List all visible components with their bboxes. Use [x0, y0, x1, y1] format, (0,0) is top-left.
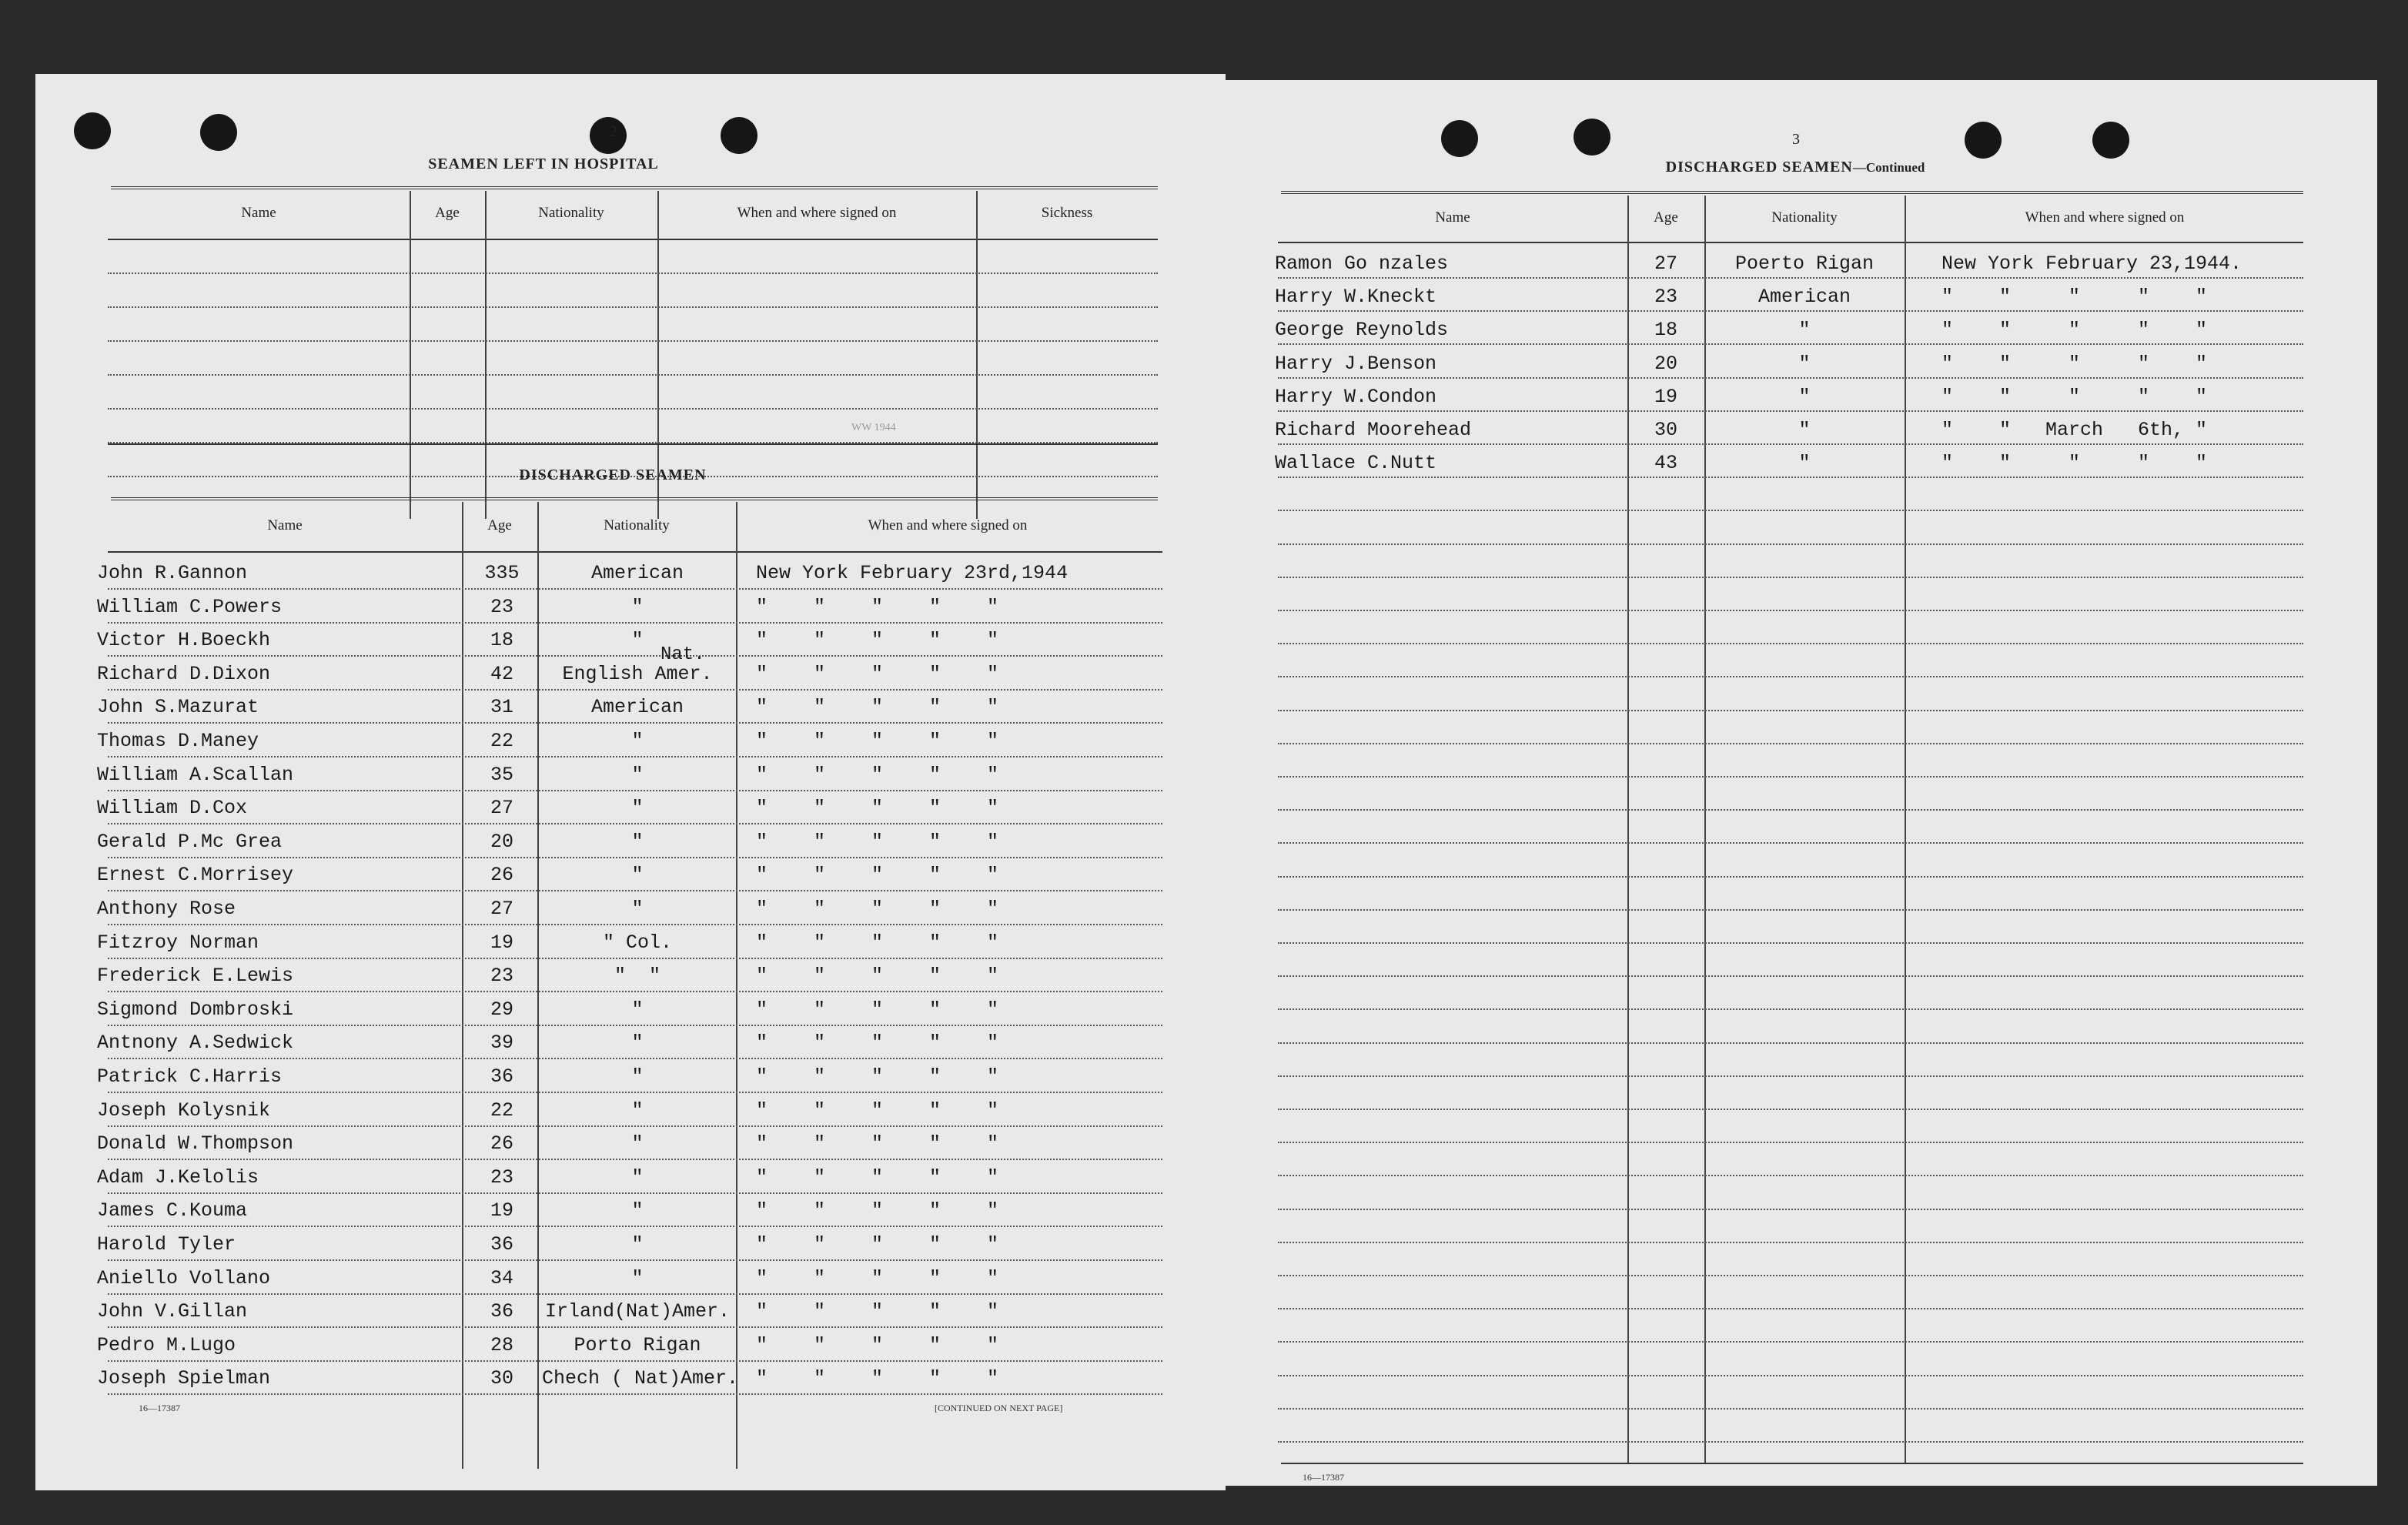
seaman-nationality: " — [631, 831, 644, 853]
signed-on: " " " " " — [1941, 353, 2208, 375]
signed-on: " " " " " — [756, 1199, 999, 1222]
seaman-nationality: " " — [614, 965, 661, 987]
row-line — [1278, 610, 2303, 611]
form-number: 16—17387 — [139, 1403, 180, 1413]
row-line — [108, 1393, 1162, 1395]
table-rule — [108, 239, 1158, 240]
row-line — [1278, 310, 2303, 312]
signed-on: " " March 6th, " — [1941, 419, 2208, 441]
row-line — [1278, 510, 2303, 511]
seaman-name: George Reynolds — [1275, 319, 1449, 341]
punch-hole — [1965, 122, 2002, 159]
signed-on: " " " " " — [756, 1099, 999, 1122]
signed-on: " " " " " — [756, 898, 999, 920]
column-header: Nationality — [538, 205, 604, 221]
column-divider — [1704, 196, 1706, 1463]
seaman-nationality: " — [631, 898, 644, 920]
seaman-nationality: Chech ( Nat)Amer. — [542, 1367, 739, 1390]
punch-hole — [1574, 119, 1610, 156]
row-line — [1278, 1109, 2303, 1110]
seaman-age: 27 — [490, 797, 513, 819]
row-line — [1278, 1275, 2303, 1276]
seaman-name: Thomas D.Maney — [97, 730, 259, 752]
right-page — [1226, 80, 2377, 1486]
seaman-nationality: " — [631, 1032, 644, 1054]
row-line — [1278, 809, 2303, 811]
seaman-nationality: " — [631, 764, 644, 786]
seaman-nationality: " — [631, 797, 644, 819]
row-line — [108, 408, 1158, 410]
column-header: Nationality — [604, 517, 670, 533]
left-page — [35, 74, 1226, 1490]
seaman-age: 20 — [490, 831, 513, 853]
row-line — [1278, 876, 2303, 878]
row-line — [1278, 1042, 2303, 1044]
signed-on: " " " " " — [756, 663, 999, 685]
signed-on: " " " " " — [756, 629, 999, 651]
table-rule — [111, 497, 1158, 500]
row-line — [108, 588, 1162, 590]
seaman-age: 27 — [1654, 252, 1677, 275]
seaman-nationality: " — [1798, 353, 1811, 375]
seaman-name: Harry W.Condon — [1275, 386, 1437, 408]
row-line — [108, 1125, 1162, 1127]
row-line — [108, 655, 1162, 657]
seaman-age: 30 — [1654, 419, 1677, 441]
seaman-nationality: Poerto Rigan — [1734, 252, 1875, 275]
seaman-nationality: American — [590, 562, 684, 584]
column-header: When and where signed on — [868, 517, 1028, 533]
seaman-name: Richard D.Dixon — [97, 663, 271, 685]
seaman-age: 28 — [490, 1334, 513, 1356]
seaman-age: 29 — [490, 998, 513, 1021]
row-line — [108, 924, 1162, 925]
seaman-age: 18 — [1654, 319, 1677, 341]
column-header: Sickness — [1041, 205, 1093, 221]
seaman-name: Pedro M.Lugo — [97, 1334, 236, 1356]
row-line — [1278, 1242, 2303, 1243]
row-line — [108, 1025, 1162, 1026]
seaman-name: Ramon Go nzales — [1275, 252, 1449, 275]
signed-on: " " " " " — [756, 1065, 999, 1088]
row-line — [108, 1326, 1162, 1328]
row-line — [1278, 477, 2303, 478]
seaman-age: 26 — [490, 864, 513, 886]
signed-on: " " " " " — [756, 1032, 999, 1054]
row-line — [1278, 643, 2303, 644]
column-header: Nationality — [1771, 209, 1838, 226]
seaman-age: 23 — [490, 965, 513, 987]
row-line — [1278, 710, 2303, 711]
seaman-name: John V.Gillan — [97, 1300, 248, 1323]
row-line — [1278, 277, 2303, 279]
table-rule — [111, 186, 1158, 189]
discharged-continued-title — [1626, 159, 1965, 176]
seaman-nationality: " — [631, 730, 644, 752]
seaman-age: 42 — [490, 663, 513, 685]
row-line — [1278, 443, 2303, 445]
seaman-name: Harry W.Kneckt — [1275, 286, 1437, 308]
signed-on: " " " " " — [756, 831, 999, 853]
row-line — [108, 857, 1162, 858]
seaman-nationality: Irland(Nat)Amer. — [544, 1300, 731, 1323]
seaman-nationality: " — [631, 1267, 644, 1289]
row-line — [1278, 1209, 2303, 1210]
seaman-age: 39 — [490, 1032, 513, 1054]
seaman-nationality: Porto Rigan — [574, 1334, 701, 1356]
seaman-name: William C.Powers — [97, 596, 283, 618]
row-line — [1278, 377, 2303, 379]
row-line — [1278, 676, 2303, 677]
section-title-text: DISCHARGED SEAMEN — [1665, 159, 1853, 176]
row-line — [108, 890, 1162, 891]
row-line — [1278, 577, 2303, 578]
table-rule — [108, 443, 1158, 445]
nat-annotation: Nat. — [661, 644, 705, 665]
seaman-name: Joseph Kolysnik — [97, 1099, 271, 1122]
seaman-age: 26 — [490, 1132, 513, 1155]
seaman-name: Frederick E.Lewis — [97, 965, 294, 987]
punch-hole — [2092, 122, 2129, 159]
signed-on: New York February 23rd,1944 — [756, 562, 1069, 584]
seaman-age: 23 — [490, 1166, 513, 1189]
page-mark: 3 — [1792, 131, 1800, 148]
seaman-name: Wallace C.Nutt — [1275, 452, 1437, 474]
seaman-age: 27 — [490, 898, 513, 920]
seaman-name: Adam J.Kelolis — [97, 1166, 259, 1189]
column-divider — [537, 502, 539, 1469]
seaman-nationality: " — [631, 1099, 644, 1122]
signed-on: " " " " " — [756, 998, 999, 1021]
table-rule — [1281, 191, 2303, 194]
signed-on: " " " " " — [756, 1300, 999, 1323]
seaman-age: 19 — [490, 1199, 513, 1222]
signed-on: " " " " " — [1941, 452, 2208, 474]
seaman-name: John S.Mazurat — [97, 696, 259, 718]
row-line — [1278, 410, 2303, 412]
seaman-nationality: " — [631, 596, 644, 618]
row-line — [1278, 942, 2303, 944]
row-line — [108, 306, 1158, 308]
form-number: 16—17387 — [1303, 1472, 1344, 1483]
signed-on: " " " " " — [756, 864, 999, 886]
row-line — [1278, 975, 2303, 977]
row-line — [108, 689, 1162, 691]
row-line — [1278, 1175, 2303, 1176]
row-line — [1278, 543, 2303, 545]
seaman-name: John R.Gannon — [97, 562, 248, 584]
row-line — [1278, 1341, 2303, 1343]
signed-on: " " " " " — [756, 764, 999, 786]
seaman-nationality: " — [1798, 419, 1811, 441]
seaman-name: Gerald P.Mc Grea — [97, 831, 283, 853]
column-header: When and where signed on — [737, 205, 897, 221]
continued-note: [CONTINUED ON NEXT PAGE] — [935, 1403, 1063, 1413]
seaman-nationality: " Col. — [602, 931, 672, 954]
column-divider — [736, 502, 737, 1469]
discharged-section-title: DISCHARGED SEAMEN — [519, 467, 707, 483]
column-divider — [976, 191, 978, 519]
signed-on: " " " " " — [756, 797, 999, 819]
row-line — [108, 1293, 1162, 1295]
column-header: Age — [435, 205, 460, 221]
seaman-nationality: " — [631, 998, 644, 1021]
seaman-nationality: " — [1798, 319, 1811, 341]
column-header: Age — [1654, 209, 1678, 226]
hospital-section-title: SEAMEN LEFT IN HOSPITAL — [428, 156, 659, 172]
row-line — [108, 1226, 1162, 1227]
seaman-nationality: " — [631, 1132, 644, 1155]
seaman-name: Antnony A.Sedwick — [97, 1032, 294, 1054]
row-line — [1278, 909, 2303, 911]
seaman-age: 22 — [490, 730, 513, 752]
seaman-age: 36 — [490, 1300, 513, 1323]
signed-on: " " " " " — [1941, 386, 2208, 408]
signed-on: " " " " " — [756, 596, 999, 618]
seaman-age: 34 — [490, 1267, 513, 1289]
seaman-age: 19 — [1654, 386, 1677, 408]
row-line — [1278, 343, 2303, 345]
row-line — [1278, 1441, 2303, 1443]
row-line — [108, 340, 1158, 342]
column-header: Age — [487, 517, 512, 533]
row-line — [108, 790, 1162, 791]
seaman-nationality: " — [1798, 386, 1811, 408]
seaman-nationality: " — [631, 629, 644, 651]
signed-on: New York February 23,1944. — [1941, 252, 2242, 275]
seaman-nationality: English Amer. — [562, 663, 713, 685]
seaman-age: 36 — [490, 1065, 513, 1088]
seaman-name: Victor H.Boeckh — [97, 629, 271, 651]
seaman-name: Anthony Rose — [97, 898, 236, 920]
seaman-name: Richard Moorehead — [1275, 419, 1472, 441]
seaman-name: Joseph Spielman — [97, 1367, 271, 1390]
column-header: Name — [267, 517, 303, 533]
row-line — [108, 1058, 1162, 1059]
faint-mark: WW 1944 — [851, 422, 896, 433]
seaman-name: Harry J.Benson — [1275, 353, 1437, 375]
seaman-age: 35 — [490, 764, 513, 786]
row-line — [108, 1360, 1162, 1362]
seaman-age: 31 — [490, 696, 513, 718]
seaman-age: 335 — [484, 562, 520, 584]
signed-on: " " " " " — [756, 1334, 999, 1356]
row-line — [1278, 776, 2303, 778]
signed-on: " " " " " — [1941, 319, 2208, 341]
row-line — [108, 374, 1158, 376]
seaman-name: Fitzroy Norman — [97, 931, 259, 954]
signed-on: " " " " " — [1941, 286, 2208, 308]
seaman-name: William A.Scallan — [97, 764, 294, 786]
signed-on: " " " " " — [756, 696, 999, 718]
seaman-nationality: " — [631, 1199, 644, 1222]
seaman-age: 23 — [1654, 286, 1677, 308]
row-line — [108, 722, 1162, 724]
row-line — [1278, 743, 2303, 744]
row-line — [1278, 1142, 2303, 1143]
seaman-nationality: American — [590, 696, 684, 718]
punch-hole — [721, 117, 758, 154]
seaman-nationality: " — [631, 1065, 644, 1088]
table-rule — [1281, 1463, 2303, 1464]
row-line — [108, 1092, 1162, 1093]
row-line — [108, 958, 1162, 959]
signed-on: " " " " " — [756, 1267, 999, 1289]
signed-on: " " " " " — [756, 730, 999, 752]
column-divider — [1627, 196, 1629, 1463]
column-divider — [1905, 196, 1906, 1463]
row-line — [1278, 1375, 2303, 1376]
row-line — [108, 823, 1162, 824]
signed-on: " " " " " — [756, 1233, 999, 1256]
row-line — [108, 756, 1162, 757]
seaman-age: 19 — [490, 931, 513, 954]
row-line — [1278, 1408, 2303, 1410]
page-mark: 2 — [610, 123, 617, 140]
table-rule — [1278, 242, 2303, 243]
seaman-age: 22 — [490, 1099, 513, 1122]
row-line — [108, 991, 1162, 992]
seaman-age: 43 — [1654, 452, 1677, 474]
seaman-age: 36 — [490, 1233, 513, 1256]
row-line — [1278, 842, 2303, 844]
seaman-nationality: " — [1798, 452, 1811, 474]
seaman-age: 18 — [490, 629, 513, 651]
punch-hole — [1441, 120, 1478, 157]
seaman-name: Donald W.Thompson — [97, 1132, 294, 1155]
column-header: Name — [241, 205, 276, 221]
punch-hole — [200, 114, 237, 151]
seaman-nationality: " — [631, 1166, 644, 1189]
section-subtitle-text: —Continued — [1852, 160, 1925, 175]
row-line — [1278, 1008, 2303, 1010]
row-line — [1278, 1075, 2303, 1077]
seaman-name: Patrick C.Harris — [97, 1065, 283, 1088]
seaman-name: Sigmond Dombroski — [97, 998, 294, 1021]
seaman-age: 23 — [490, 596, 513, 618]
seaman-nationality: " — [631, 1233, 644, 1256]
seaman-age: 20 — [1654, 353, 1677, 375]
signed-on: " " " " " — [756, 1166, 999, 1189]
punch-hole — [74, 112, 111, 149]
seaman-name: James C.Kouma — [97, 1199, 248, 1222]
row-line — [108, 622, 1162, 624]
row-line — [1278, 1308, 2303, 1309]
signed-on: " " " " " — [756, 1367, 999, 1390]
seaman-nationality: American — [1758, 286, 1851, 308]
seaman-name: Ernest C.Morrisey — [97, 864, 294, 886]
row-line — [108, 1259, 1162, 1261]
column-divider — [410, 191, 411, 519]
punch-hole — [590, 117, 627, 154]
seaman-nationality: " — [631, 864, 644, 886]
row-line — [108, 273, 1158, 274]
seaman-name: Harold Tyler — [97, 1233, 236, 1256]
row-line — [108, 1192, 1162, 1194]
signed-on: " " " " " — [756, 1132, 999, 1155]
table-rule — [108, 551, 1162, 553]
row-line — [108, 1159, 1162, 1160]
column-header: When and where signed on — [2025, 209, 2185, 226]
seaman-age: 30 — [490, 1367, 513, 1390]
column-header: Name — [1435, 209, 1470, 226]
signed-on: " " " " " — [756, 965, 999, 987]
seaman-name: Aniello Vollano — [97, 1267, 271, 1289]
signed-on: " " " " " — [756, 931, 999, 954]
seaman-name: William D.Cox — [97, 797, 248, 819]
column-divider — [462, 502, 463, 1469]
